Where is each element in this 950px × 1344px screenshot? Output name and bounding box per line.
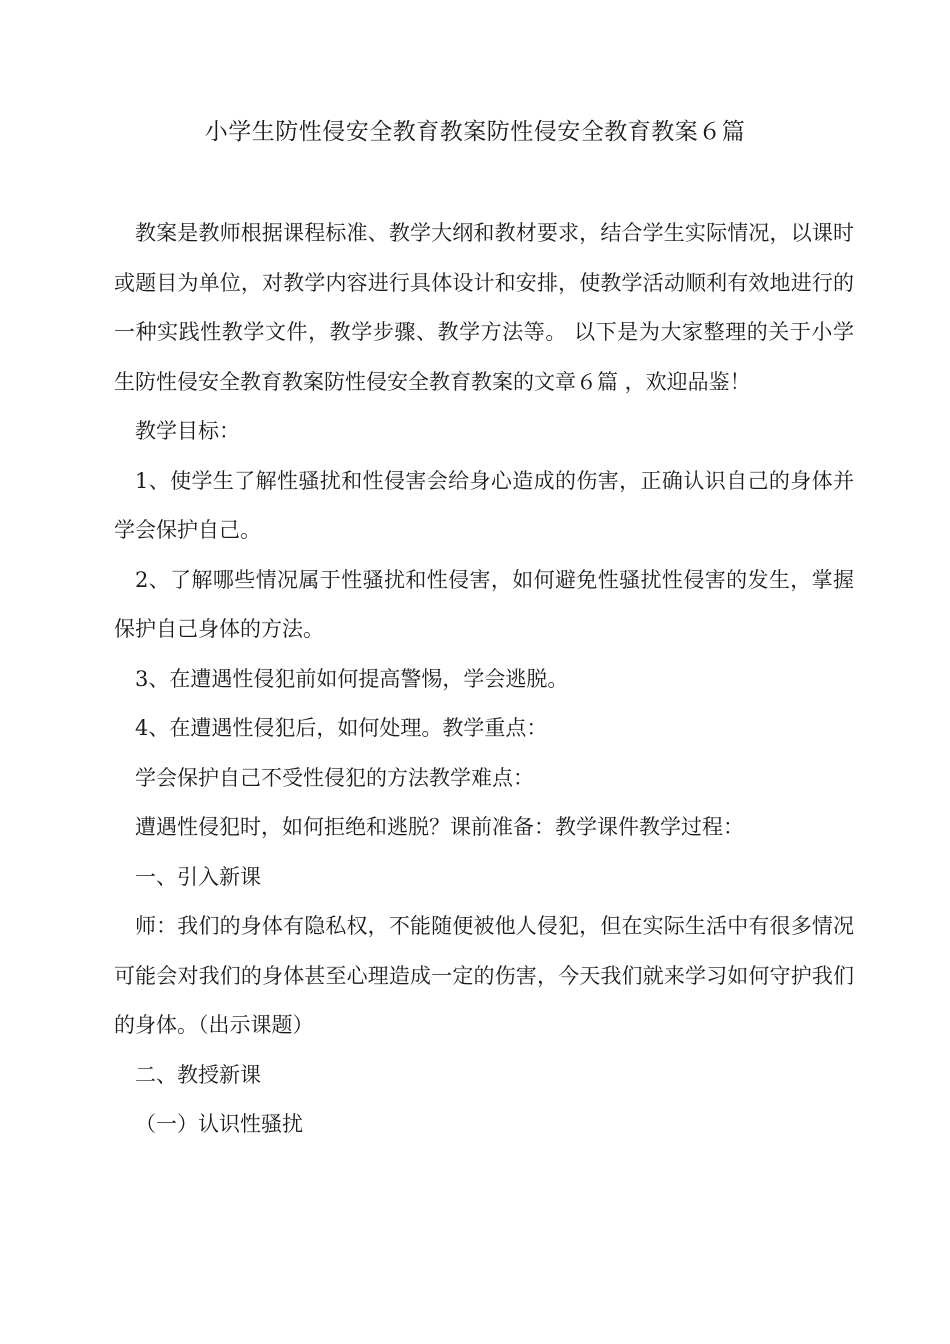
section-heading-intro: 一、引入新课 <box>135 864 261 889</box>
paragraph-objective-3: 3、在遭遇性侵犯前如何提高警惕，学会逃脱。 <box>135 666 569 691</box>
document-title: 小学生防性侵安全教育教案防性侵安全教育教案６篇 <box>204 119 746 145</box>
paragraph-objective-4: 4、在遭遇性侵犯后，如何处理。教学重点： <box>135 716 548 740</box>
paragraph-objective-1: 1、使学生了解性骚扰和性侵害会给身心造成的伤害，正确认识自己的身体并学会保护自己。 <box>114 468 854 542</box>
paragraph-objectives-heading: 教学目标： <box>135 419 240 443</box>
document-body <box>114 209 854 1150</box>
paragraph-difficulty: 遭遇性侵犯时，如何拒绝和逃脱？课前准备：教学课件教学过程： <box>135 815 744 839</box>
paragraph-objective-2: 2、了解哪些情况属于性骚扰和性侵害，如何避免性骚扰性侵害的发生，掌握保护自己身体的方法。 <box>114 567 854 641</box>
section-heading-teaching: 二、教授新课 <box>135 1062 261 1087</box>
subsection-heading-harassment: （一）认识性骚扰 <box>135 1112 303 1136</box>
paragraph-key-point: 学会保护自己不受性侵犯的方法教学难点： <box>135 765 534 790</box>
paragraph-intro: 教案是教师根据课程标准、教学大纲和教材要求，结合学生实际情况，以课时或题目为单位，对教学内容进行具体设计和安排，使教学活动顺利有效地进行的一种实践性教学文件，教学步骤、教学方法等。 以下是为大家整理的关于小学生防性侵安全教育教案防性侵安全教育教案的文章６篇 ，欢迎品鉴！ <box>114 221 854 394</box>
paragraph-teacher: 师：我们的身体有隐私权，不能随便被他人侵犯，但在实际生活中有很多情况可能会对我们的身体甚至心理造成一定的伤害，今天我们就来学习如何守护我们的身体。（出示课题） <box>114 914 854 1037</box>
